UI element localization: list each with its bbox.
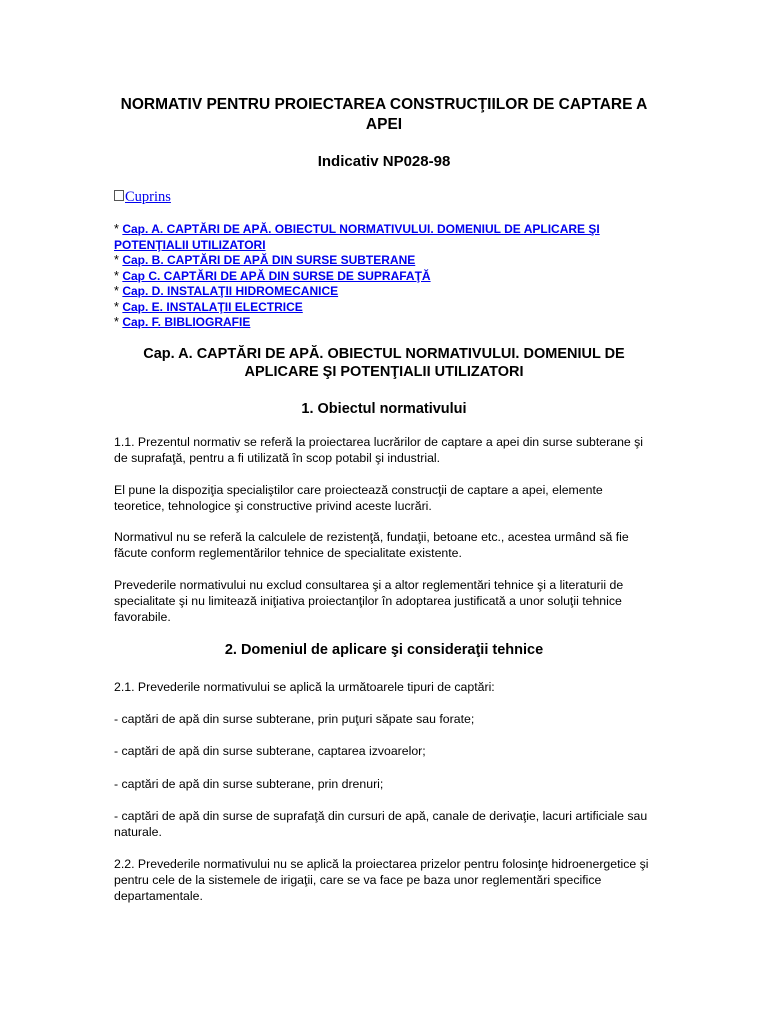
toc-item (114, 269, 654, 285)
toc-bullet: * (114, 299, 123, 314)
list-item: - captări de apă din surse subterane, prin drenuri; (114, 777, 384, 791)
toc-link-cap-d[interactable]: Cap. D. INSTALAŢII HIDROMECANICE (122, 284, 339, 298)
section-1-heading: 1. Obiectul normativului (301, 401, 467, 417)
toc-bullet: * (114, 284, 123, 298)
toc-item (114, 222, 654, 253)
toc-link-cap-e[interactable]: Cap. E. INSTALAŢII ELECTRICE (122, 299, 303, 314)
chapter-a-heading: Cap. A. CAPTĂRI DE APĂ. OBIECTUL NORMATIVULUI. DOMENIUL DE APLICARE ŞI POTENŢIALII UTILIZATORI (143, 346, 625, 380)
toc-item (114, 284, 654, 300)
paragraph: 1.1. Prezentul normativ se referă la proiectarea lucrărilor de captare a apei din surse subterane şi de suprafaţă, pentru a fi utilizată în scop potabil şi industrial. (114, 435, 644, 465)
toc-link[interactable]: Cuprins (125, 189, 171, 205)
paragraph: 2.1. Prevederile normativului se aplică la următoarele tipuri de captări: (114, 680, 495, 694)
paragraph: 2.2. Prevederile normativului nu se aplică la proiectarea prizelor pentru folosinţe hidroenergetice şi pentru cele de la sistemele de irigaţii, care se va face pe baza unor reglementări specifice departamentale. (114, 857, 649, 903)
paragraph: Normativul nu se referă la calculele de rezistenţă, fundaţii, betoane etc., acestea urmând să fie făcute conform reglementărilor tehnice de specialitate existente. (114, 530, 629, 560)
toc-link-cap-a[interactable]: Cap. A. CAPTĂRI DE APĂ. OBIECTUL NORMATIVULUI. DOMENIUL DE APLICARE ŞI POTENŢIALII UTILIZATORI (114, 222, 600, 252)
document-title: NORMATIV PENTRU PROIECTAREA CONSTRUCŢIILOR DE CAPTARE A APEI (120, 96, 648, 133)
table-of-contents (114, 222, 654, 331)
paragraph: El pune la dispoziţia specialiştilor care proiectează construcţii de captare a apei, elemente teoretice, tehnologice şi constructive privind aceste lucrări. (114, 483, 603, 513)
list-item: - captări de apă din surse de suprafaţă din cursuri de apă, canale de derivaţie, lacuri artificiale sau naturale. (114, 809, 648, 839)
toc-link-cap-c[interactable]: Cap C. CAPTĂRI DE APĂ DIN SURSE DE SUPRAFAŢĂ (122, 268, 431, 283)
paragraph: Prevederile normativului nu exclud consultarea şi a altor reglementări tehnice şi a literaturii de specialitate şi nu limitează iniţiativa proiectanţilor în adoptarea justificată a unor soluţii tehnice favorabile. (114, 578, 624, 624)
toc-item (114, 315, 654, 331)
toc-bullet: * (114, 253, 123, 267)
toc-bullet: * (114, 315, 123, 329)
toc-bullet: * (114, 222, 123, 236)
document-indicativ: Indicativ NP028-98 (317, 153, 451, 170)
section-2-heading: 2. Domeniul de aplicare şi consideraţii tehnice (224, 642, 544, 658)
list-item: - captări de apă din surse subterane, prin puţuri săpate sau forate; (114, 712, 475, 726)
toc-item (114, 253, 654, 269)
list-item: - captări de apă din surse subterane, captarea izvoarelor; (114, 744, 426, 758)
broken-image-icon (114, 190, 124, 201)
toc-link-cap-b[interactable]: Cap. B. CAPTĂRI DE APĂ DIN SURSE SUBTERANE (122, 253, 416, 267)
toc-link-cap-f[interactable]: Cap. F. BIBLIOGRAFIE (122, 315, 251, 329)
toc-item (114, 300, 654, 316)
toc-bullet: * (114, 268, 123, 283)
toc-anchor (114, 188, 171, 206)
